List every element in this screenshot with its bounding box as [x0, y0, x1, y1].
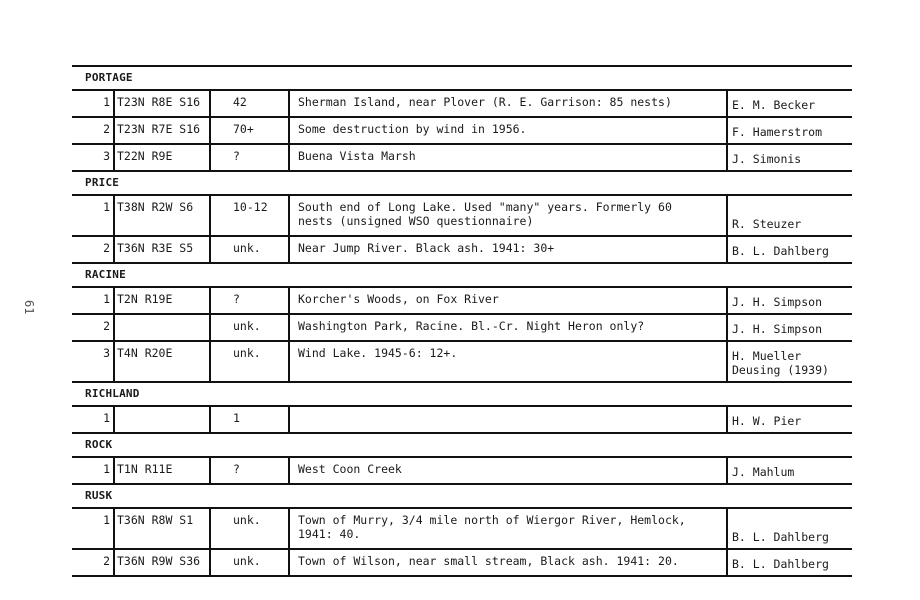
table-row [72, 315, 852, 342]
county-header: RACINE [72, 264, 852, 288]
entry-number: 3 [72, 145, 115, 170]
location-cell: T38N R2W S6 [115, 196, 211, 235]
description-line: Buena Vista Marsh [298, 149, 416, 163]
count-cell: ? [211, 145, 290, 170]
observer-line: J. H. Simpson [732, 322, 823, 336]
observer-cell [728, 407, 852, 432]
observer-line: F. Hamerstrom [732, 125, 823, 139]
location-cell: T4N R20E [115, 342, 211, 381]
entry-number: 1 [72, 288, 115, 313]
location-cell: T1N R11E [115, 458, 211, 483]
entry-number: 1 [72, 458, 115, 483]
count-cell: unk. [211, 509, 290, 548]
observer-cell [728, 458, 852, 483]
observer-cell [728, 237, 852, 262]
county-header: RUSK [72, 485, 852, 509]
entry-number: 1 [72, 407, 115, 432]
location-cell [115, 315, 211, 340]
observer-cell [728, 145, 852, 170]
description-cell [290, 509, 728, 548]
table-row [72, 509, 852, 550]
location-cell: T22N R9E [115, 145, 211, 170]
description-line: Town of Murry, 3/4 mile north of Wiergor River, Hemlock, [298, 513, 686, 527]
table-row [72, 550, 852, 577]
count-cell: ? [211, 288, 290, 313]
observer-line: Deusing (1939) [732, 363, 829, 377]
description-line: Sherman Island, near Plover (R. E. Garrison: 85 nests) [298, 95, 672, 109]
entry-number: 1 [72, 91, 115, 116]
description-cell [290, 118, 728, 143]
table-row [72, 407, 852, 434]
count-cell: unk. [211, 550, 290, 575]
location-cell: T23N R8E S16 [115, 91, 211, 116]
observer-line: H. Mueller [732, 349, 802, 363]
table-row [72, 458, 852, 485]
description-cell [290, 407, 728, 432]
description-cell [290, 196, 728, 235]
description-line: Wind Lake. 1945-6: 12+. [298, 346, 458, 360]
location-cell: T36N R9W S36 [115, 550, 211, 575]
description-line: 1941: 40. [298, 527, 361, 541]
county-header: ROCK [72, 434, 852, 458]
description-line: Near Jump River. Black ash. 1941: 30+ [298, 241, 555, 255]
description-line: South end of Long Lake. Used "many" years. Formerly 60 [298, 200, 672, 214]
observer-line: B. L. Dahlberg [732, 530, 829, 544]
observer-line: J. Simonis [732, 152, 802, 166]
entry-number: 2 [72, 237, 115, 262]
description-cell [290, 315, 728, 340]
observer-cell [728, 509, 852, 548]
table-row [72, 118, 852, 145]
table-row [72, 145, 852, 172]
count-cell: ? [211, 458, 290, 483]
count-cell: 42 [211, 91, 290, 116]
observer-cell [728, 550, 852, 575]
observer-line: J. H. Simpson [732, 295, 823, 309]
table-row [72, 91, 852, 118]
description-cell [290, 342, 728, 381]
description-cell [290, 91, 728, 116]
description-line: nests (unsigned WSO questionnaire) [298, 214, 534, 228]
description-line: West Coon Creek [298, 462, 402, 476]
location-cell: T2N R19E [115, 288, 211, 313]
page-number: 61 [22, 300, 36, 315]
description-cell [290, 237, 728, 262]
entry-number: 2 [72, 118, 115, 143]
table-row [72, 288, 852, 315]
description-cell [290, 288, 728, 313]
count-cell: unk. [211, 342, 290, 381]
location-cell: T36N R8W S1 [115, 509, 211, 548]
count-cell: unk. [211, 237, 290, 262]
county-header: PORTAGE [72, 67, 852, 91]
entry-number: 2 [72, 550, 115, 575]
description-cell [290, 458, 728, 483]
observer-line: H. W. Pier [732, 414, 802, 428]
observer-line: E. M. Becker [732, 98, 816, 112]
location-cell: T36N R3E S5 [115, 237, 211, 262]
observer-line: B. L. Dahlberg [732, 244, 829, 258]
observer-cell [728, 288, 852, 313]
observer-cell [728, 91, 852, 116]
observer-line: J. Mahlum [732, 465, 795, 479]
county-header: RICHLAND [72, 383, 852, 407]
table-row [72, 237, 852, 264]
observer-cell [728, 196, 852, 235]
entry-number: 2 [72, 315, 115, 340]
location-cell [115, 407, 211, 432]
count-cell: 10-12 [211, 196, 290, 235]
observer-line: R. Steuzer [732, 217, 802, 231]
entry-number: 3 [72, 342, 115, 381]
description-line: Washington Park, Racine. Bl.-Cr. Night Heron only? [298, 319, 645, 333]
observer-cell [728, 315, 852, 340]
table-row [72, 196, 852, 237]
description-line: Some destruction by wind in 1956. [298, 122, 527, 136]
description-line: Korcher's Woods, on Fox River [298, 292, 499, 306]
heronry-table [72, 65, 852, 577]
description-cell [290, 550, 728, 575]
count-cell: unk. [211, 315, 290, 340]
entry-number: 1 [72, 196, 115, 235]
observer-cell [728, 118, 852, 143]
location-cell: T23N R7E S16 [115, 118, 211, 143]
entry-number: 1 [72, 509, 115, 548]
county-header: PRICE [72, 172, 852, 196]
table-row [72, 342, 852, 383]
description-cell [290, 145, 728, 170]
observer-cell [728, 342, 852, 381]
description-line: Town of Wilson, near small stream, Black ash. 1941: 20. [298, 554, 679, 568]
count-cell: 1 [211, 407, 290, 432]
observer-line: B. L. Dahlberg [732, 557, 829, 571]
count-cell: 70+ [211, 118, 290, 143]
